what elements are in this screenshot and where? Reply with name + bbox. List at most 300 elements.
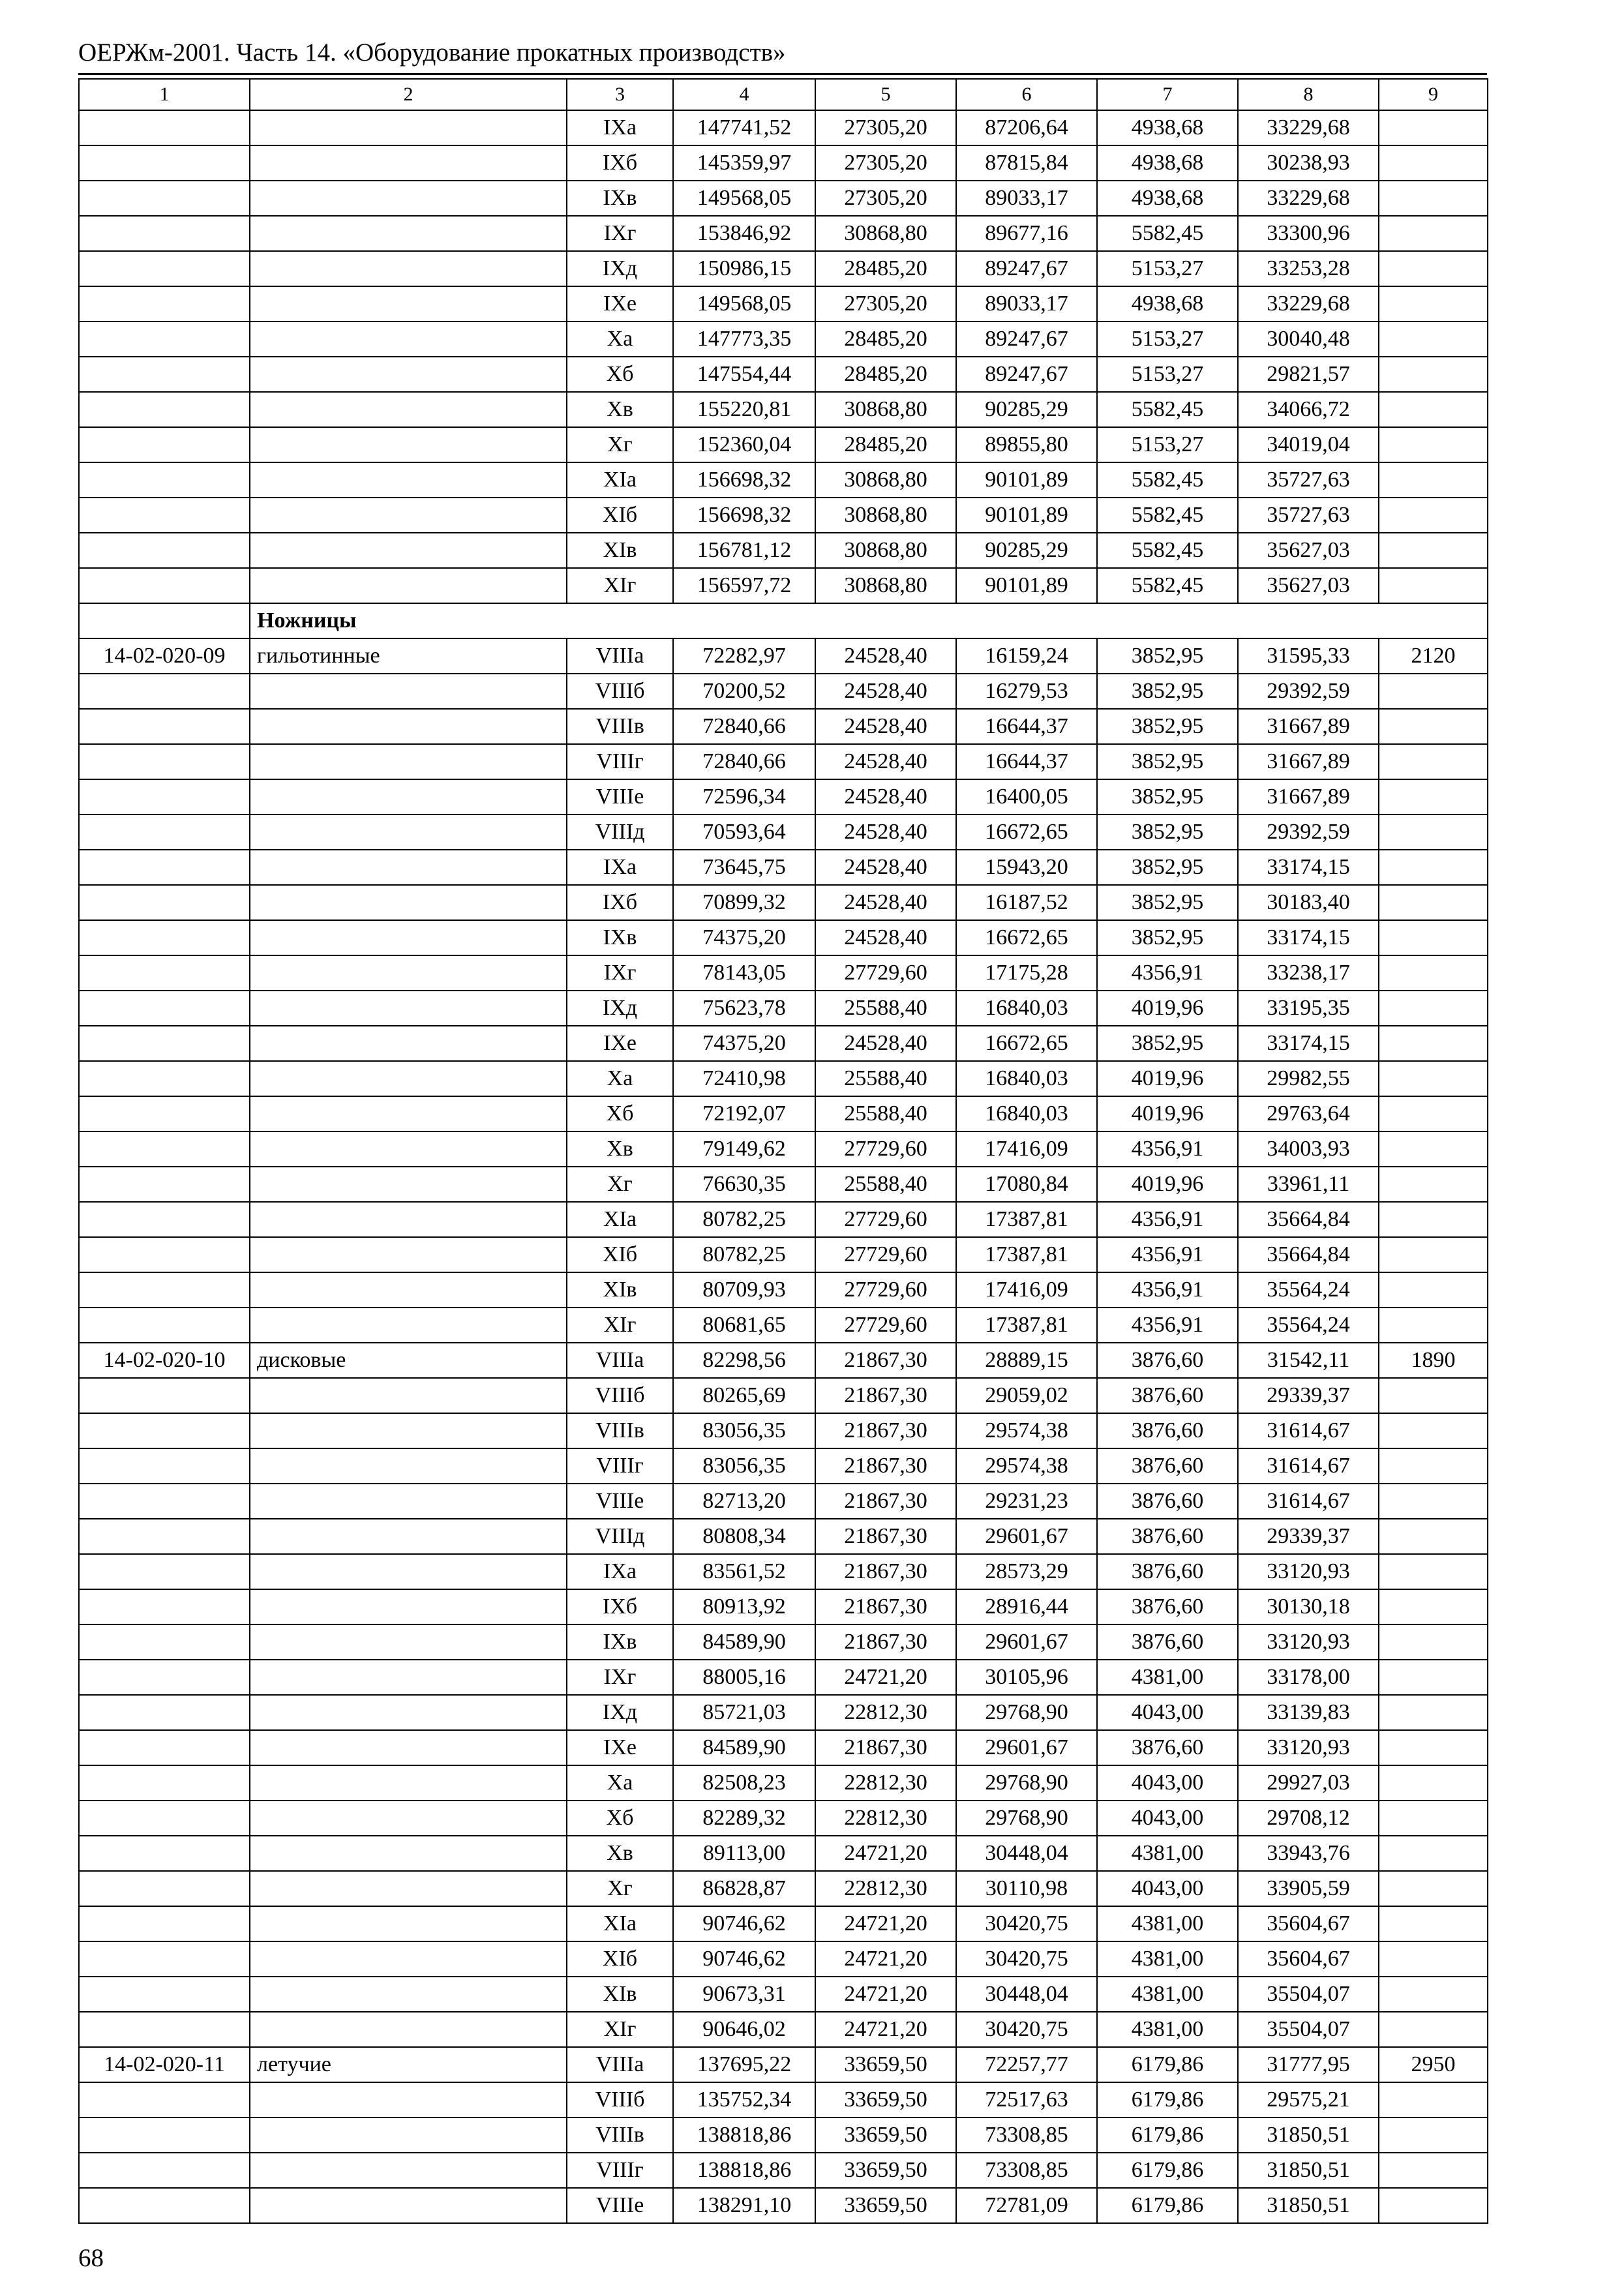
table-row: [79, 1096, 1488, 1131]
table-cell-col2: [250, 1765, 567, 1801]
table-row: [79, 322, 1488, 357]
table-cell-col1: [79, 744, 250, 779]
table-cell-col8: 35664,84: [1238, 1237, 1379, 1272]
table-cell-col7: 4043,00: [1097, 1765, 1238, 1801]
table-cell-col6: 29231,23: [956, 1484, 1097, 1519]
table-cell-col3: Xа: [567, 1765, 673, 1801]
table-cell-col5: 21867,30: [815, 1730, 956, 1765]
table-cell-col3: IXг: [567, 1660, 673, 1695]
table-cell-col5: 27305,20: [815, 181, 956, 216]
table-cell-col1: 14-02-020-09: [79, 638, 250, 674]
table-cell-col7: 4043,00: [1097, 1801, 1238, 1836]
table-cell-col6: 29574,38: [956, 1413, 1097, 1448]
table-cell-col9: [1379, 2082, 1488, 2117]
table-cell-col9: [1379, 1906, 1488, 1941]
section-title: Ножницы: [250, 603, 1488, 638]
table-cell-col3: IXб: [567, 885, 673, 920]
table-cell-col3: IXд: [567, 991, 673, 1026]
table-cell-col1: 14-02-020-11: [79, 2047, 250, 2082]
table-cell-col2: [250, 1202, 567, 1237]
table-cell-col3: IXд: [567, 1695, 673, 1730]
table-cell-col4: 79149,62: [673, 1131, 815, 1167]
table-cell-col3: IXе: [567, 1026, 673, 1061]
table-cell-col5: 27305,20: [815, 145, 956, 181]
table-cell-col6: 16400,05: [956, 779, 1097, 815]
table-cell-col5: 24721,20: [815, 1660, 956, 1695]
table-cell-col4: 72840,66: [673, 744, 815, 779]
table-cell-col7: 3876,60: [1097, 1413, 1238, 1448]
table-cell-col2: [250, 1801, 567, 1836]
table-cell-col7: 3876,60: [1097, 1589, 1238, 1624]
section-row: [79, 603, 1488, 638]
table-cell-col7: 4381,00: [1097, 1836, 1238, 1871]
table-cell-col7: 4381,00: [1097, 2012, 1238, 2047]
table-cell-col3: VIIIд: [567, 815, 673, 850]
table-cell-col1: [79, 1836, 250, 1871]
table-cell-col6: 89247,67: [956, 322, 1097, 357]
table-cell-col4: 82713,20: [673, 1484, 815, 1519]
table-cell-col1: [79, 1237, 250, 1272]
table-row: [79, 1871, 1488, 1906]
table-cell-col3: VIIIг: [567, 2153, 673, 2188]
table-row: [79, 1061, 1488, 1096]
table-cell-col9: 1890: [1379, 1343, 1488, 1378]
table-cell-col7: 5582,45: [1097, 462, 1238, 498]
table-cell-col2: [250, 110, 567, 145]
table-cell-col1: [79, 2012, 250, 2047]
table-row: [79, 1765, 1488, 1801]
table-cell-col9: [1379, 1202, 1488, 1237]
table-cell-col3: VIIIг: [567, 744, 673, 779]
table-cell-col9: [1379, 815, 1488, 850]
table-cell-col4: 83056,35: [673, 1448, 815, 1484]
table-cell-col3: XIб: [567, 1237, 673, 1272]
table-cell-col5: 24528,40: [815, 920, 956, 955]
table-cell-col9: [1379, 1836, 1488, 1871]
table-cell-col1: [79, 1026, 250, 1061]
table-cell-col9: [1379, 1448, 1488, 1484]
table-row: [79, 145, 1488, 181]
table-row: [79, 1202, 1488, 1237]
table-cell-col6: 87206,64: [956, 110, 1097, 145]
table-cell-col7: 5153,27: [1097, 427, 1238, 462]
table-cell-col2: [250, 674, 567, 709]
table-cell-col5: 21867,30: [815, 1589, 956, 1624]
table-cell-col1: [79, 1624, 250, 1660]
table-row: [79, 638, 1488, 674]
table-row: [79, 286, 1488, 322]
table-cell-col1: [79, 392, 250, 427]
table-cell-col3: Xб: [567, 357, 673, 392]
table-cell-col3: Xг: [567, 1871, 673, 1906]
table-cell-col1: [79, 1131, 250, 1167]
table-cell-col5: 24528,40: [815, 885, 956, 920]
table-cell-col5: 22812,30: [815, 1695, 956, 1730]
table-cell-col9: [1379, 1730, 1488, 1765]
table-cell-col8: 33253,28: [1238, 251, 1379, 286]
table-row: [79, 498, 1488, 533]
table-cell-col3: Xг: [567, 1167, 673, 1202]
table-cell-col6: 89247,67: [956, 357, 1097, 392]
table-cell-col3: XIа: [567, 1906, 673, 1941]
table-row: [79, 357, 1488, 392]
table-cell-col1: [79, 1871, 250, 1906]
table-cell-col4: 137695,22: [673, 2047, 815, 2082]
table-cell-col6: 15943,20: [956, 850, 1097, 885]
table-row: [79, 1026, 1488, 1061]
table-cell-col5: 21867,30: [815, 1413, 956, 1448]
table-cell-col3: IXв: [567, 1624, 673, 1660]
table-cell-col3: VIIIа: [567, 2047, 673, 2082]
table-cell-col5: 30868,80: [815, 498, 956, 533]
table-cell-col6: 16187,52: [956, 885, 1097, 920]
table-cell-col3: IXг: [567, 955, 673, 991]
table-cell-col8: 33120,93: [1238, 1624, 1379, 1660]
table-cell-col9: [1379, 2153, 1488, 2188]
table-cell-col8: 33120,93: [1238, 1554, 1379, 1589]
table-cell-col9: [1379, 1484, 1488, 1519]
table-cell-col1: [79, 110, 250, 145]
table-cell-col8: 30238,93: [1238, 145, 1379, 181]
table-cell-col8: 31667,89: [1238, 744, 1379, 779]
table-cell-col4: 150986,15: [673, 251, 815, 286]
table-cell-col3: Xа: [567, 1061, 673, 1096]
table-cell-col1: [79, 462, 250, 498]
table-cell-col7: 3876,60: [1097, 1730, 1238, 1765]
table-cell-col9: [1379, 920, 1488, 955]
table-cell-col8: 29982,55: [1238, 1061, 1379, 1096]
table-cell-col3: IXа: [567, 1554, 673, 1589]
table-cell-col4: 138291,10: [673, 2188, 815, 2223]
table-cell-col6: 16840,03: [956, 1096, 1097, 1131]
table-cell-col6: 17175,28: [956, 955, 1097, 991]
table-cell-col9: [1379, 2012, 1488, 2047]
table-row: [79, 1801, 1488, 1836]
table-cell-col8: 29821,57: [1238, 357, 1379, 392]
table-row: [79, 850, 1488, 885]
table-cell-col6: 87815,84: [956, 145, 1097, 181]
table-cell-col7: 5582,45: [1097, 568, 1238, 603]
column-number: 8: [1238, 79, 1379, 110]
table-cell-col3: IXа: [567, 850, 673, 885]
table-cell-col8: 33961,11: [1238, 1167, 1379, 1202]
table-cell-col1: [79, 1660, 250, 1695]
table-cell-col4: 80265,69: [673, 1378, 815, 1413]
table-cell-col4: 135752,34: [673, 2082, 815, 2117]
table-cell-col7: 5582,45: [1097, 392, 1238, 427]
table-cell-col9: [1379, 1272, 1488, 1308]
table-cell-col4: 156698,32: [673, 462, 815, 498]
table-cell-col1: [79, 1413, 250, 1448]
table-cell-col6: 30110,98: [956, 1871, 1097, 1906]
table-cell-col9: [1379, 1977, 1488, 2012]
table-cell-col1: [79, 1519, 250, 1554]
table-cell-col7: 4019,96: [1097, 1096, 1238, 1131]
table-row: [79, 744, 1488, 779]
table-cell-col7: 4381,00: [1097, 1977, 1238, 2012]
table-cell-col3: IXв: [567, 920, 673, 955]
table-row: [79, 2012, 1488, 2047]
table-row: [79, 1237, 1488, 1272]
header-rule: [78, 73, 1487, 75]
table-cell-col4: 78143,05: [673, 955, 815, 991]
table-cell-col8: 31542,11: [1238, 1343, 1379, 1378]
table-cell-col2: [250, 392, 567, 427]
table-cell-col5: 24528,40: [815, 638, 956, 674]
table-cell-col4: 82298,56: [673, 1343, 815, 1378]
table-cell-col9: [1379, 709, 1488, 744]
table-cell-col8: 35504,07: [1238, 1977, 1379, 2012]
table-cell-col8: 33905,59: [1238, 1871, 1379, 1906]
table-cell-col2: [250, 1730, 567, 1765]
table-cell-col5: 33659,50: [815, 2188, 956, 2223]
table-cell-col7: 3852,95: [1097, 779, 1238, 815]
table-row: [79, 1660, 1488, 1695]
table-cell-col3: VIIIг: [567, 1448, 673, 1484]
table-cell-col2: [250, 1554, 567, 1589]
table-cell-col4: 80709,93: [673, 1272, 815, 1308]
table-cell-col4: 90646,02: [673, 2012, 815, 2047]
table-cell-col3: XIа: [567, 1202, 673, 1237]
table-cell-col8: 30183,40: [1238, 885, 1379, 920]
table-cell-col5: 27729,60: [815, 1272, 956, 1308]
page-number: 68: [78, 2244, 104, 2272]
table-cell-col4: 152360,04: [673, 427, 815, 462]
table-cell-col8: 34003,93: [1238, 1131, 1379, 1167]
table-cell-col8: 31667,89: [1238, 709, 1379, 744]
table-cell-col3: IXг: [567, 216, 673, 251]
table-cell-col2: [250, 427, 567, 462]
table-cell-col7: 6179,86: [1097, 2153, 1238, 2188]
table-cell-col6: 29601,67: [956, 1519, 1097, 1554]
table-cell-col5: 27729,60: [815, 955, 956, 991]
table-cell-col8: 31595,33: [1238, 638, 1379, 674]
table-cell-col2: [250, 2012, 567, 2047]
table-cell-col7: 3852,95: [1097, 920, 1238, 955]
table-cell-col9: [1379, 744, 1488, 779]
table-cell-col5: 28485,20: [815, 251, 956, 286]
table-cell-col8: 29708,12: [1238, 1801, 1379, 1836]
table-cell-col9: [1379, 1765, 1488, 1801]
table-cell-col2: [250, 251, 567, 286]
table-row: [79, 779, 1488, 815]
table-cell-col2: [250, 533, 567, 568]
table-cell-col8: 31850,51: [1238, 2153, 1379, 2188]
table-cell-col9: [1379, 1554, 1488, 1589]
table-cell-col7: 4043,00: [1097, 1695, 1238, 1730]
table-cell-col4: 149568,05: [673, 286, 815, 322]
table-row: [79, 1730, 1488, 1765]
table-cell-col7: 4019,96: [1097, 991, 1238, 1026]
table-cell-col2: [250, 1448, 567, 1484]
table-cell-col7: 5582,45: [1097, 216, 1238, 251]
table-cell-col7: 3852,95: [1097, 638, 1238, 674]
table-cell-col3: IXе: [567, 286, 673, 322]
table-row: [79, 1695, 1488, 1730]
table-cell-col1: [79, 955, 250, 991]
table-cell-col5: 27729,60: [815, 1237, 956, 1272]
table-cell-col1: [79, 2082, 250, 2117]
table-cell-col5: 24721,20: [815, 1906, 956, 1941]
table-cell-col3: Xв: [567, 1836, 673, 1871]
table-cell-col9: [1379, 1801, 1488, 1836]
table-cell-col7: 4019,96: [1097, 1061, 1238, 1096]
page-header: ОЕРЖм-2001. Часть 14. «Оборудование прокатных производств»: [78, 38, 786, 67]
table-cell-col7: 6179,86: [1097, 2047, 1238, 2082]
table-cell-col4: 147773,35: [673, 322, 815, 357]
table-cell-col5: 21867,30: [815, 1343, 956, 1378]
column-number: 9: [1379, 79, 1488, 110]
table-cell-col2: [250, 462, 567, 498]
table-cell-col9: [1379, 498, 1488, 533]
table-cell-col2: [250, 1308, 567, 1343]
table-cell-col8: 33174,15: [1238, 920, 1379, 955]
table-cell-col7: 4938,68: [1097, 181, 1238, 216]
table-cell-col9: [1379, 286, 1488, 322]
table-cell-col1: [79, 1730, 250, 1765]
table-row: [79, 1906, 1488, 1941]
table-cell-col7: 3876,60: [1097, 1519, 1238, 1554]
table-cell-col8: 33229,68: [1238, 181, 1379, 216]
column-number: 5: [815, 79, 956, 110]
table-cell-col8: 35504,07: [1238, 2012, 1379, 2047]
table-cell-col3: IXб: [567, 145, 673, 181]
table-cell-col4: 72596,34: [673, 779, 815, 815]
table-cell-col5: 30868,80: [815, 462, 956, 498]
table-cell-col7: 4356,91: [1097, 1237, 1238, 1272]
table-cell-col5: 24528,40: [815, 850, 956, 885]
table-row: [79, 1589, 1488, 1624]
table-cell-col5: 24528,40: [815, 709, 956, 744]
table-cell-col3: XIб: [567, 1941, 673, 1977]
table-row: [79, 181, 1488, 216]
table-cell-col6: 90101,89: [956, 462, 1097, 498]
table-row: [79, 1448, 1488, 1484]
table-cell-col6: 90101,89: [956, 568, 1097, 603]
table-cell-col3: VIIIб: [567, 1378, 673, 1413]
table-cell-col5: 27729,60: [815, 1308, 956, 1343]
table-cell-col6: 16672,65: [956, 920, 1097, 955]
table-cell-col5: 22812,30: [815, 1871, 956, 1906]
table-cell-col9: [1379, 462, 1488, 498]
table-cell-col8: 34019,04: [1238, 427, 1379, 462]
table-row: [79, 110, 1488, 145]
table-cell-col5: 30868,80: [815, 533, 956, 568]
table-cell-col6: 89033,17: [956, 181, 1097, 216]
table-cell-col4: 72192,07: [673, 1096, 815, 1131]
table-cell-col2: [250, 1272, 567, 1308]
table-cell-col4: 70200,52: [673, 674, 815, 709]
table-cell-col1: [79, 674, 250, 709]
table-cell-col6: 29601,67: [956, 1730, 1097, 1765]
table-cell-col6: 90285,29: [956, 392, 1097, 427]
table-cell-col5: 25588,40: [815, 1061, 956, 1096]
table-cell-col9: [1379, 1413, 1488, 1448]
table-cell-col8: 35627,03: [1238, 533, 1379, 568]
table-cell-col6: 17387,81: [956, 1308, 1097, 1343]
table-cell-col2: [250, 1237, 567, 1272]
table-cell-col3: IXб: [567, 1589, 673, 1624]
table-cell-col3: VIIIа: [567, 1343, 673, 1378]
table-cell-col7: 4356,91: [1097, 1272, 1238, 1308]
table-cell-col2: [250, 744, 567, 779]
table-cell-col7: 4381,00: [1097, 1906, 1238, 1941]
table-cell-col6: 16840,03: [956, 991, 1097, 1026]
table-row: [79, 1836, 1488, 1871]
table-cell-col3: XIб: [567, 498, 673, 533]
table-cell-col1: [79, 1801, 250, 1836]
table-cell-col9: [1379, 2188, 1488, 2223]
table-cell-col4: 83056,35: [673, 1413, 815, 1448]
table-row: [79, 955, 1488, 991]
table-body: [79, 79, 1488, 2223]
table-cell-col6: 16672,65: [956, 1026, 1097, 1061]
column-number: 6: [956, 79, 1097, 110]
table-row: [79, 1272, 1488, 1308]
table-cell-col2: [250, 1871, 567, 1906]
table-cell-col4: 88005,16: [673, 1660, 815, 1695]
table-cell-col2: [250, 885, 567, 920]
table-cell-col6: 73308,85: [956, 2117, 1097, 2153]
table-cell-col1: [79, 357, 250, 392]
table-cell-col9: 2120: [1379, 638, 1488, 674]
table-cell-col5: 25588,40: [815, 991, 956, 1026]
table-cell-col5: 25588,40: [815, 1096, 956, 1131]
table-cell-col8: 33229,68: [1238, 110, 1379, 145]
table-cell-col1: [79, 1695, 250, 1730]
table-cell-col3: XIв: [567, 533, 673, 568]
section-spacer: [79, 603, 250, 638]
table-cell-col7: 3852,95: [1097, 674, 1238, 709]
table-cell-col8: 33943,76: [1238, 1836, 1379, 1871]
table-cell-col4: 156781,12: [673, 533, 815, 568]
table-cell-col4: 72410,98: [673, 1061, 815, 1096]
table-cell-col5: 33659,50: [815, 2153, 956, 2188]
table-cell-col2: [250, 1131, 567, 1167]
table-cell-col5: 25588,40: [815, 1167, 956, 1202]
column-number: 2: [250, 79, 567, 110]
table-cell-col4: 80808,34: [673, 1519, 815, 1554]
table-cell-col3: IXе: [567, 1730, 673, 1765]
table-cell-col2: [250, 1624, 567, 1660]
table-cell-col4: 147741,52: [673, 110, 815, 145]
table-cell-col7: 3852,95: [1097, 709, 1238, 744]
table-cell-col8: 33174,15: [1238, 850, 1379, 885]
table-cell-col9: [1379, 392, 1488, 427]
table-cell-col1: [79, 1554, 250, 1589]
table-cell-col6: 16159,24: [956, 638, 1097, 674]
table-cell-col9: [1379, 533, 1488, 568]
table-cell-col8: 33229,68: [1238, 286, 1379, 322]
table-cell-col4: 155220,81: [673, 392, 815, 427]
table-cell-col7: 6179,86: [1097, 2188, 1238, 2223]
table-cell-col8: 35727,63: [1238, 462, 1379, 498]
table-cell-col7: 4356,91: [1097, 1202, 1238, 1237]
table-cell-col6: 30105,96: [956, 1660, 1097, 1695]
table-cell-col2: [250, 1026, 567, 1061]
table-cell-col6: 16644,37: [956, 744, 1097, 779]
table-cell-col8: 33174,15: [1238, 1026, 1379, 1061]
table-cell-col5: 28485,20: [815, 322, 956, 357]
table-cell-col8: 33178,00: [1238, 1660, 1379, 1695]
table-cell-col2: [250, 2117, 567, 2153]
table-cell-col1: [79, 322, 250, 357]
table-cell-col9: [1379, 216, 1488, 251]
table-cell-col7: 6179,86: [1097, 2117, 1238, 2153]
table-row: [79, 2153, 1488, 2188]
table-cell-col9: 2950: [1379, 2047, 1488, 2082]
table-cell-col3: XIа: [567, 462, 673, 498]
